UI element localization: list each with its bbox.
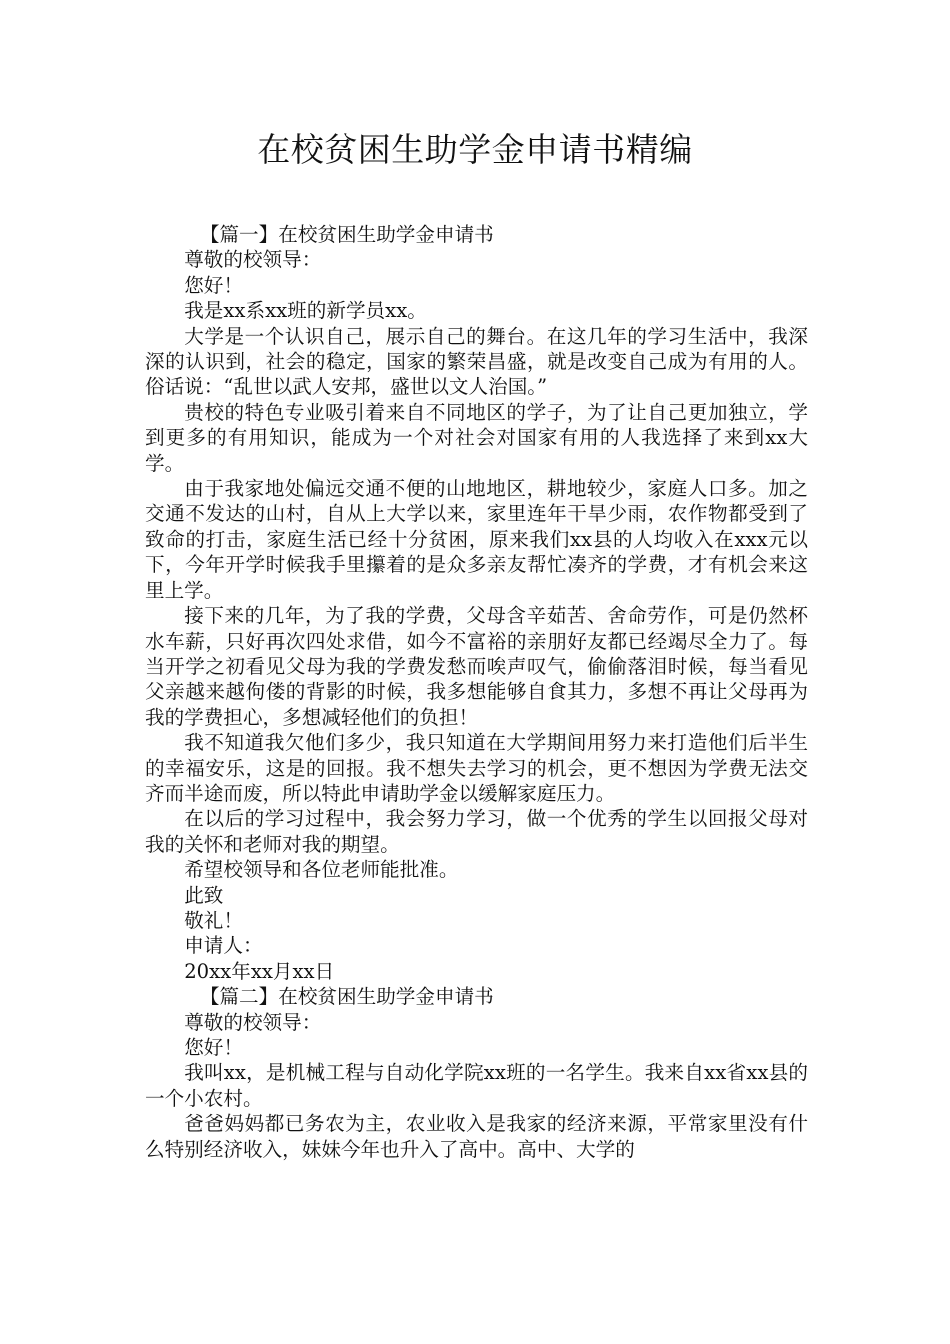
section1-salutation: 尊敬的校领导： bbox=[184, 248, 322, 272]
section2-greeting: 您好！ bbox=[184, 1036, 243, 1059]
section1-paragraph: 大学是一个认识自己，展示自己的舞台。在这几年的学习生活中，我深深的认识到，社会的稳定，国家的繁荣昌盛，就是改变自己成为有用的人。俗话说：“乱世以武人安邦，盛世以文人治国。” bbox=[145, 324, 808, 399]
section2-heading: 【篇二】在校贫困生助学金申请书 bbox=[199, 985, 494, 1009]
section1-paragraph: 希望校领导和各位老师能批准。 bbox=[184, 858, 459, 882]
section2-paragraph: 我叫xx，是机械工程与自动化学院xx班的一名学生。我来自xx省xx县的一个小农村。 bbox=[145, 1061, 808, 1110]
section1-applicant: 申请人： bbox=[184, 934, 263, 958]
document-body bbox=[145, 222, 808, 1162]
section1-paragraph: 接下来的几年，为了我的学费，父母含辛茹苦、舍命劳作，可是仍然杯水车薪，只好再次四处求借，如今不富裕的亲朋好友都已经竭尽全力了。每当开学之初看见父母为我的学费发愁而唉声叹气，偷偷落泪时候，每当看见父亲越来越佝偻的背影的时候，我多想能够自食其力，多想不再让父母再为我的学费担心，多想减轻他们的负担！ bbox=[145, 604, 808, 729]
section2-salutation: 尊敬的校领导： bbox=[184, 1010, 322, 1034]
section1-greeting: 您好！ bbox=[184, 273, 243, 297]
section1-closing-line1: 此致 bbox=[184, 883, 224, 907]
section1-heading: 【篇一】在校贫困生助学金申请书 bbox=[199, 223, 494, 246]
section1-paragraph: 由于我家地处偏远交通不便的山地地区，耕地较少，家庭人口多。加之交通不发达的山村，自从上大学以来，家里连年干旱少雨，农作物都受到了致命的打击，家庭生活已经十分贫困，原来我们xx县的人均收入在xxx元以下，今年开学时候我手里攥着的是众多亲友帮忙凑齐的学费，才有机会来这里上学。 bbox=[145, 477, 809, 602]
section1-closing-line2: 敬礼！ bbox=[184, 908, 243, 932]
section1-paragraph: 我是xx系xx班的新学员xx。 bbox=[184, 299, 427, 323]
section1-paragraph: 在以后的学习过程中，我会努力学习，做一个优秀的学生以回报父母对我的关怀和老师对我的期望。 bbox=[145, 807, 808, 856]
section1-date: 20xx年xx月xx日 bbox=[184, 959, 335, 983]
section1-paragraph: 我不知道我欠他们多少，我只知道在大学期间用努力来打造他们后半生的幸福安乐，这是的回报。我不想失去学习的机会，更不想因为学费无法交齐而半途而废，所以特此申请助学金以缓解家庭压力。 bbox=[145, 731, 808, 805]
section1-paragraph: 贵校的特色专业吸引着来自不同地区的学子，为了让自己更加独立，学到更多的有用知识，能成为一个对社会对国家有用的人我选择了来到xx大学。 bbox=[145, 400, 808, 475]
section2-paragraph: 爸爸妈妈都已务农为主，农业收入是我家的经济来源，平常家里没有什么特别经济收入，妹妹今年也升入了高中。高中、大学的 bbox=[145, 1112, 808, 1161]
document-title: 在校贫困生助学金申请书精编 bbox=[257, 130, 693, 169]
